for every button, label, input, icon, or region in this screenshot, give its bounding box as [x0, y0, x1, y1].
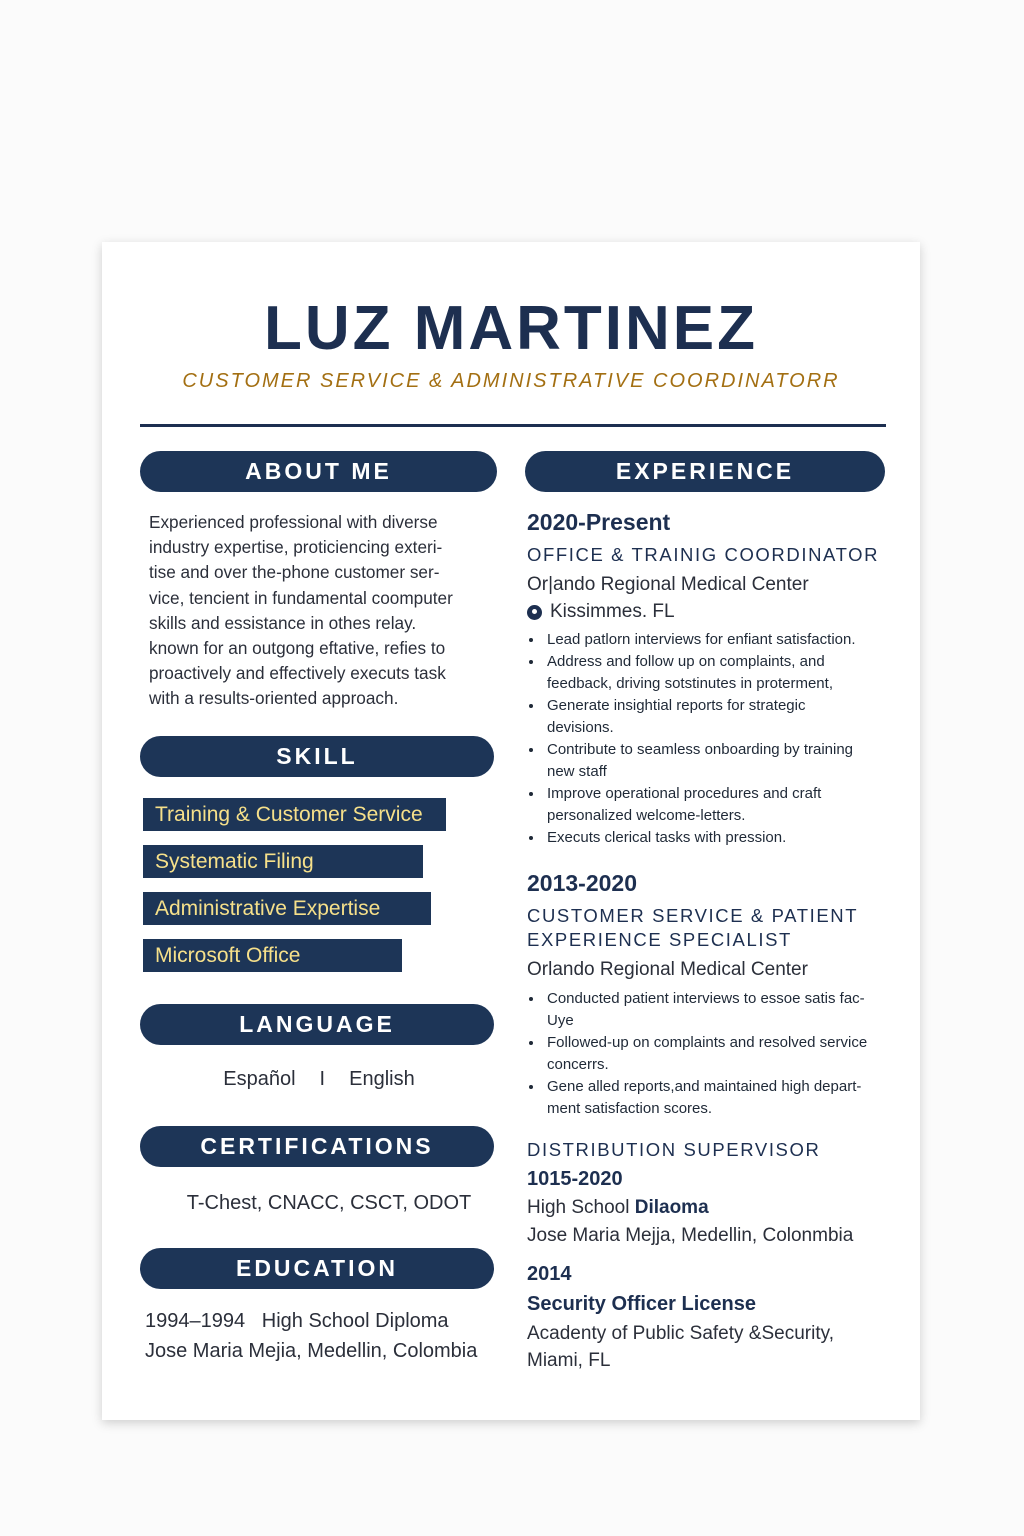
location-pin-icon	[527, 605, 542, 620]
job1-org: Or|ando Regional Medical Center	[527, 574, 809, 595]
job1-location-text: Kissimmes. FL	[550, 601, 675, 622]
education-year: 1994–1994	[145, 1310, 246, 1332]
language-english: English	[349, 1068, 415, 1090]
job3-role: DISTRIBUTION SUPERVISOR	[527, 1139, 821, 1160]
job3-school: Jose Maria Mejja, Medellin, Colonmbia	[527, 1225, 854, 1246]
header-divider	[140, 424, 886, 427]
education-entry	[145, 1310, 449, 1333]
about-line: industry expertise, proticiencing exteri-	[149, 537, 443, 558]
certifications-heading: CERTIFICATIONS	[140, 1126, 494, 1167]
list-item: Executs clerical tasks with pression.	[527, 827, 897, 849]
education-degree: High School Diploma	[261, 1310, 449, 1332]
list-item: Gene alled reports,and maintained high depart- ment satisfaction scores.	[527, 1076, 897, 1120]
resume-sheet	[102, 242, 920, 1420]
experience-heading: EXPERIENCE	[525, 451, 885, 492]
about-line: proactively and effectively executs task	[149, 663, 446, 684]
about-line: vice, tencient in fundamental coomputer	[149, 587, 453, 608]
language-spanish: Español	[223, 1068, 296, 1090]
language-separator: I	[319, 1068, 326, 1090]
certifications-list: T-Chest, CNACC, CSCT, ODOT	[186, 1192, 472, 1214]
job3-degree-regular: High School	[527, 1197, 635, 1218]
about-line: tise and over the-phone customer ser-	[149, 562, 440, 583]
education-heading: EDUCATION	[140, 1248, 494, 1289]
skill-tag: Microsoft Office	[143, 939, 402, 972]
about-heading: ABOUT ME	[140, 451, 497, 492]
job2-period: 2013-2020	[527, 870, 637, 896]
skill-heading: SKILL	[140, 736, 494, 777]
list-item: Generate insightial reports for strategic devisions.	[527, 695, 897, 739]
list-item: Address and follow up on complaints, and feedback, driving sotstinutes in proterment,	[527, 651, 897, 695]
job2-org: Orlando Regional Medical Center	[527, 959, 808, 980]
about-line: known for an outgong eftative, refies to	[149, 638, 446, 659]
education-school: Jose Maria Mejia, Medellin, Colombia	[145, 1340, 478, 1362]
list-item: Contribute to seamless onboarding by training new staff	[527, 739, 897, 783]
job4-title: Security Officer License	[527, 1293, 756, 1315]
skill-tag: Training & Customer Service	[143, 798, 446, 831]
candidate-title: CUSTOMER SERVICE & ADMINISTRATIVE COORDINATORR	[182, 370, 840, 392]
about-line: skills and essistance in othes relay.	[149, 612, 417, 633]
list-item: Lead patlorn interviews for enfiant satisfaction.	[527, 629, 897, 651]
job4-period: 2014	[527, 1263, 572, 1285]
about-line: with a results-oriented approach.	[149, 688, 399, 709]
job2-role-line2: EXPERIENCE SPECIALIST	[527, 929, 792, 950]
job4-org-line1: Acadenty of Public Safety &Security,	[527, 1323, 834, 1344]
candidate-name: LUZ MARTINEZ	[263, 294, 759, 363]
list-item: Followed-up on complaints and resolved service concerrs.	[527, 1032, 897, 1076]
job2-bullets	[527, 988, 897, 1120]
job3-degree-bold: Dilaoma	[634, 1197, 709, 1218]
job1-period: 2020-Present	[527, 509, 671, 535]
job1-role: OFFICE & TRAINIG COORDINATOR	[527, 544, 880, 565]
job4-org-line2: Miami, FL	[527, 1350, 611, 1371]
about-text	[149, 510, 499, 712]
job2-role-line1: CUSTOMER SERVICE & PATIENT	[527, 905, 859, 926]
job1-bullets	[527, 629, 897, 849]
job3-degree	[527, 1197, 709, 1219]
about-line: Experienced professional with diverse	[149, 512, 438, 532]
job3-period: 1015-2020	[527, 1168, 623, 1190]
list-item: Improve operational procedures and craft personalized welcome-letters.	[527, 783, 897, 827]
language-heading: LANGUAGE	[140, 1004, 494, 1045]
job1-location	[527, 601, 675, 623]
language-list	[142, 1068, 496, 1091]
skill-tag: Administrative Expertise	[143, 892, 431, 925]
skill-tag: Systematic Filing	[143, 845, 423, 878]
list-item: Conducted patient interviews to essoe satis fac- Uye	[527, 988, 897, 1032]
